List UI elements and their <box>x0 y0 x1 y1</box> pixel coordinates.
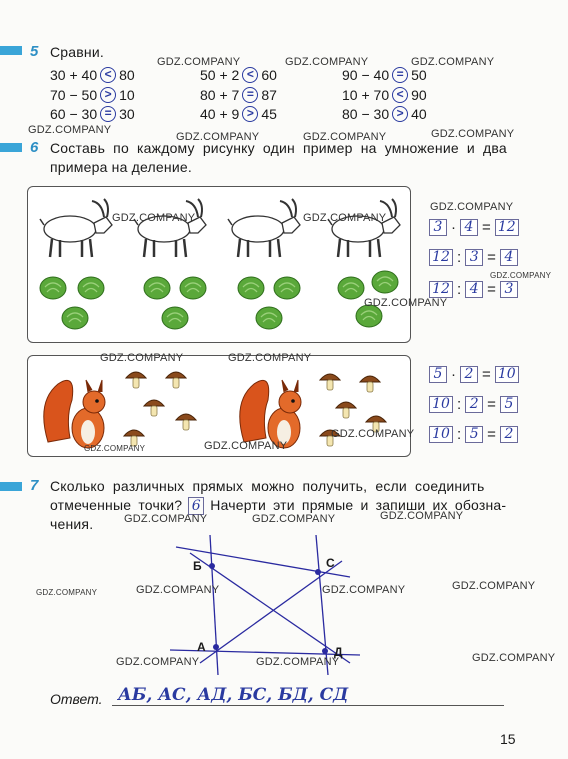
comparison-sign: = <box>242 87 258 103</box>
operand: 3 <box>429 219 447 236</box>
right-value: 40 <box>411 106 427 122</box>
operand: 12 <box>429 249 453 266</box>
left-expression: 60 − 30 <box>50 106 98 122</box>
watermark: GDZ.COMPANY <box>430 201 514 213</box>
operator: · <box>451 219 456 236</box>
watermark: GDZ.COMPANY <box>112 212 196 224</box>
watermark: GDZ.COMPANY <box>157 56 241 68</box>
result: 10 <box>495 366 519 383</box>
result: 5 <box>500 396 518 413</box>
equals: = <box>487 249 496 266</box>
result: 12 <box>495 219 519 236</box>
label-point-b: Б <box>193 559 202 573</box>
watermark: GDZ.COMPANY <box>228 352 312 364</box>
exercise-7-question: отмеченные точки? <box>50 497 183 513</box>
result: 2 <box>500 426 518 443</box>
watermark: GDZ.COMPANY <box>176 131 260 143</box>
comparison-sign: < <box>100 67 116 83</box>
watermark: GDZ.COMPANY <box>303 212 387 224</box>
watermark: GDZ.COMPANY <box>252 513 336 525</box>
watermark: GDZ.COMPANY <box>28 124 112 136</box>
exercise-5-title: Сравни. <box>50 44 104 60</box>
goat-4 <box>328 199 400 257</box>
comparison-item <box>200 87 277 103</box>
squirrel-2 <box>240 380 301 448</box>
label-point-a: А <box>197 640 206 654</box>
watermark: GDZ.COMPANY <box>472 652 556 664</box>
watermark: GDZ.COMPANY <box>116 656 200 668</box>
left-expression: 80 − 30 <box>342 106 390 122</box>
watermark: GDZ.COMPANY <box>303 131 387 143</box>
watermark: GDZ.COMPANY <box>331 428 415 440</box>
equals: = <box>487 396 496 413</box>
watermark: GDZ.COMPANY <box>256 656 340 668</box>
left-expression: 30 + 40 <box>50 67 98 83</box>
comparison-sign: = <box>100 106 116 122</box>
left-expression: 40 + 9 <box>200 106 240 122</box>
left-expression: 10 + 70 <box>342 87 390 103</box>
answer-text: АБ, АС, АД, БС, БД, СД <box>118 685 349 705</box>
comparison-item <box>200 67 277 83</box>
operand: 2 <box>460 366 478 383</box>
operand: 12 <box>429 281 453 298</box>
right-value: 80 <box>119 67 135 83</box>
operand: 10 <box>429 396 453 413</box>
right-value: 45 <box>261 106 277 122</box>
exercise-6-text-line1: Составь по каждому рисунку один пример на умножение и два <box>50 140 507 156</box>
exercise-7-instruction: Начерти эти прямые и запиши их обозна- <box>210 497 507 513</box>
comparison-item <box>342 106 427 122</box>
watermark: GDZ.COMPANY <box>411 56 495 68</box>
watermark: GDZ.COMPANY <box>380 510 464 522</box>
goats-division-1 <box>428 249 519 266</box>
watermark: GDZ.COMPANY <box>136 584 220 596</box>
squirrels-division-2 <box>428 426 519 443</box>
exercise-7-marker <box>0 482 22 491</box>
comparison-sign: < <box>392 87 408 103</box>
goats-and-cabbages-illustration <box>28 187 410 342</box>
operator: · <box>451 366 456 383</box>
point-b <box>209 563 215 569</box>
watermark: GDZ.COMPANY <box>490 271 552 280</box>
comparison-item <box>342 87 427 103</box>
exercise-5-marker <box>0 46 22 55</box>
exercise-6-text-line2: примера на деление. <box>50 159 192 175</box>
goat-1 <box>40 199 112 257</box>
watermark: GDZ.COMPANY <box>100 352 184 364</box>
page-number: 15 <box>500 731 516 747</box>
watermark: GDZ.COMPANY <box>204 440 288 452</box>
left-expression: 90 − 40 <box>342 67 390 83</box>
watermark: GDZ.COMPANY <box>285 56 369 68</box>
answer-line <box>112 705 504 706</box>
exercise-7-text-line1: Сколько различных прямых можно получить, если соединить <box>50 478 485 494</box>
operand: 10 <box>429 426 453 443</box>
comparison-item <box>50 67 135 83</box>
right-value: 30 <box>119 106 135 122</box>
goat-3 <box>228 199 300 257</box>
comparison-item <box>50 106 135 122</box>
operand: 4 <box>465 281 483 298</box>
goat-2 <box>134 199 206 257</box>
operand: 3 <box>465 249 483 266</box>
answer-label: Ответ. <box>50 691 103 707</box>
comparison-sign: = <box>392 67 408 83</box>
point-d <box>322 648 328 654</box>
operator: : <box>457 426 462 443</box>
operand: 2 <box>465 396 483 413</box>
exercise-5-number: 5 <box>30 43 39 60</box>
right-value: 90 <box>411 87 427 103</box>
watermark: GDZ.COMPANY <box>364 297 448 309</box>
left-expression: 50 + 2 <box>200 67 240 83</box>
left-expression: 70 − 50 <box>50 87 98 103</box>
equals: = <box>487 426 496 443</box>
comparison-sign: > <box>100 87 116 103</box>
comparison-item <box>200 106 277 122</box>
line-ab <box>210 535 218 675</box>
operator: : <box>457 249 462 266</box>
comparison-item <box>342 67 427 83</box>
equals: = <box>487 281 496 298</box>
label-point-d: Д <box>334 645 343 659</box>
operand: 4 <box>460 219 478 236</box>
goats-division-2 <box>428 281 519 298</box>
operator: : <box>457 396 462 413</box>
goats-picture <box>27 186 411 343</box>
label-point-s: С <box>326 556 335 570</box>
right-value: 50 <box>411 67 427 83</box>
comparison-sign: < <box>242 67 258 83</box>
point-s <box>315 569 321 575</box>
right-value: 10 <box>119 87 135 103</box>
watermark: GDZ.COMPANY <box>84 444 146 453</box>
exercise-7-text-line3: чения. <box>50 516 94 532</box>
equals: = <box>482 366 491 383</box>
left-expression: 80 + 7 <box>200 87 240 103</box>
comparison-item <box>50 87 135 103</box>
comparison-sign: > <box>392 106 408 122</box>
goats-multiplication <box>428 219 520 236</box>
squirrels-division-1 <box>428 396 519 413</box>
squirrels-multiplication <box>428 366 520 383</box>
watermark: GDZ.COMPANY <box>431 128 515 140</box>
exercise-6-marker <box>0 143 22 152</box>
equals: = <box>482 219 491 236</box>
result: 4 <box>500 249 518 266</box>
exercise-6-number: 6 <box>30 139 39 156</box>
exercise-7-number: 7 <box>30 477 39 494</box>
result: 3 <box>500 281 518 298</box>
operator: : <box>457 281 462 298</box>
watermark: GDZ.COMPANY <box>322 584 406 596</box>
squirrel-1 <box>44 380 105 448</box>
operand: 5 <box>465 426 483 443</box>
comparison-sign: > <box>242 106 258 122</box>
right-value: 60 <box>261 67 277 83</box>
watermark: GDZ.COMPANY <box>124 513 208 525</box>
operand: 5 <box>429 366 447 383</box>
point-a <box>213 644 219 650</box>
right-value: 87 <box>261 87 277 103</box>
watermark: GDZ.COMPANY <box>452 580 536 592</box>
line-as <box>200 561 342 663</box>
watermark: GDZ.COMPANY <box>36 588 98 597</box>
line-count-answer: 6 <box>188 497 204 515</box>
